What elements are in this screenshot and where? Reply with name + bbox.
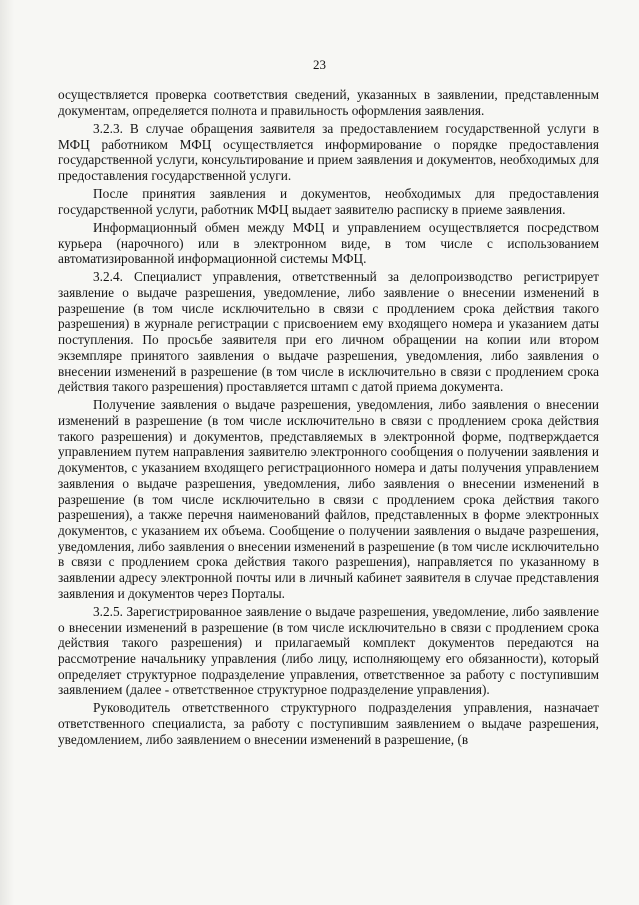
paragraph-3-2-3: 3.2.3. В случае обращения заявителя за предоставлением государственной услуги в МФЦ работником МФЦ осуществляется информирование о порядке предоставления государственной услуги, консультирование и прием заявления и документов, необходимых для предоставления государственной услуги. bbox=[58, 120, 599, 183]
body-text bbox=[58, 87, 599, 750]
paragraph-receipt: После принятия заявления и документов, необходимых для предоставления государственной услуги, работник МФЦ выдает заявителю расписку в приеме заявления. bbox=[58, 186, 599, 217]
paragraph-3-2-5: 3.2.5. Зарегистрированное заявление о выдаче разрешения, уведомление, либо заявление о внесении изменений в разрешение (в том числе исключительно в связи с продлением срока действия такого разрешения) и прилагаемый комплект документов передаются на рассмотрение начальнику управления (либо лицу, исполняющему его обязанности), который определяет структурное подразделение управления, ответственное за работу с поступившим заявлением (далее - ответственное структурное подразделение управления). bbox=[58, 603, 599, 698]
paragraph-head-assigns: Руководитель ответственного структурного подразделения управления, назначает ответственного специалиста, за работу с поступившим заявлением о выдаче разрешения, уведомлением, либо заявлением о внесении изменений в разрешение, (в bbox=[58, 700, 599, 747]
scan-edge-shadow bbox=[0, 0, 14, 905]
paragraph-info-exchange: Информационный обмен между МФЦ и управлением осуществляется посредством курьера (нарочного) или в электронном виде, в том числе с использованием автоматизированной информационной системы МФЦ. bbox=[58, 219, 599, 267]
page-number: 23 bbox=[313, 57, 326, 72]
paragraph-1: осуществляется проверка соответствия сведений, указанных в заявлении, представленным документам, определяется полнота и правильность оформления заявления. bbox=[58, 87, 599, 118]
paragraph-3-2-4: 3.2.4. Специалист управления, ответственный за делопроизводство регистрирует заявление о выдаче разрешения, уведомление, либо заявление о внесении изменений в разрешение (в том числе исключительно в связи с продлением срока действия такого разрешения) в журнале регистрации с присвоением ему входящего номера и указанием даты поступления. По просьбе заявителя при его личном обращении на копии или втором экземпляре принятого заявления о выдаче разрешения, уведомления, либо заявления о внесении изменений в разрешение (в том числе в исключительно в связи с продлением срока действия такого разрешения) проставляется штамп с датой приема документа. bbox=[58, 269, 599, 395]
paragraph-electronic-receipt: Получение заявления о выдаче разрешения, уведомления, либо заявления о внесении изменений в разрешение (в том числе исключительно в связи с продлением срока действия такого разрешения) и документов, представляемых в электронной форме, подтверждается управлением путем направления заявителю электронного сообщения о получении заявления и документов, с указанием входящего регистрационного номера и даты получения управлением заявления о выдаче разрешения, уведомления, либо заявления о внесении изменений в разрешение (в том числе исключительно в связи с продлением срока действия такого разрешения), а также перечня наименований файлов, представленных в форме электронных документов, с указанием их объема. Сообщение о получении заявления о выдаче разрешения, уведомления, либо заявления о внесении изменений в разрешение (в том числе исключительно в связи с продлением срока действия такого разрешения), направляется по указанному в заявлении адресу электронной почты или в личный кабинет заявителя в случае представления заявления и документов через Порталы. bbox=[58, 397, 599, 601]
